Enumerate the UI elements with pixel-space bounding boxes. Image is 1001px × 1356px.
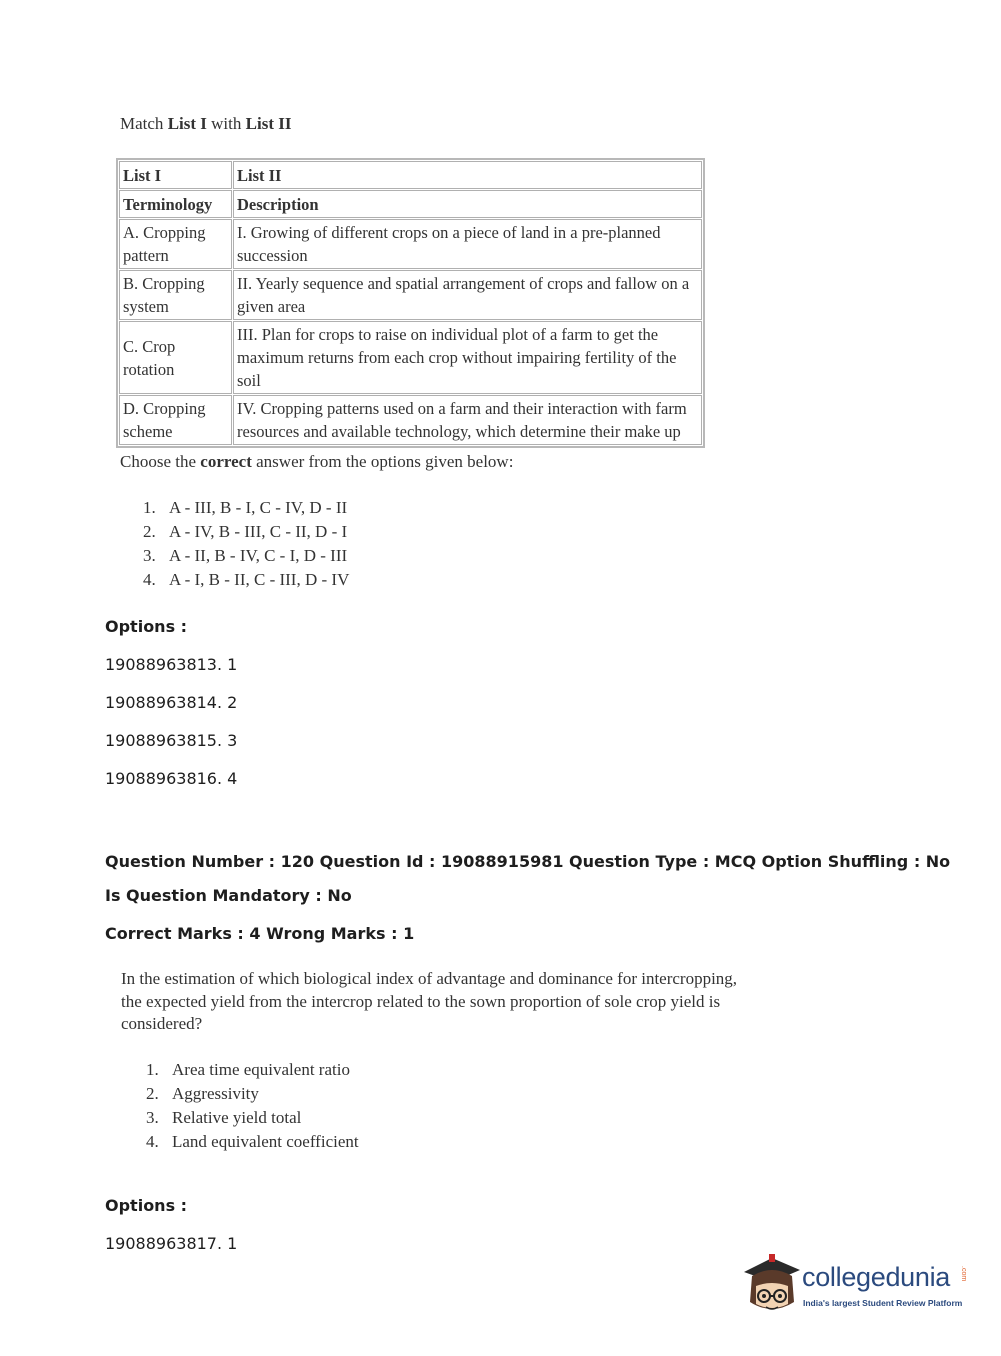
question-meta: Question Number : 120 Question Id : 19088915981 Question Type : MCQ Option Shuffling : No: [105, 852, 951, 871]
list-item: 2. A - IV, B - III, C - II, D - I: [143, 522, 348, 541]
option-item: 19088963814. 2: [105, 693, 238, 712]
table-cell: B. Cropping system: [119, 270, 232, 320]
table-header-cell: List II: [233, 161, 702, 189]
list-item: 2. Aggressivity: [146, 1084, 259, 1103]
table-subheader-row: [119, 190, 702, 218]
logo-wordmark: collegedunia: [802, 1262, 951, 1292]
list-item: 4. Land equivalent coefficient: [146, 1132, 359, 1151]
table-cell: II. Yearly sequence and spatial arrangement of crops and fallow on a given area: [233, 270, 702, 320]
list-item: 3. Relative yield total: [146, 1108, 302, 1127]
q1-intro: Match List I with List II: [120, 114, 292, 133]
list-item: 3. A - II, B - IV, C - I, D - III: [143, 546, 348, 565]
logo-com: .com: [960, 1266, 967, 1282]
match-table: [116, 158, 705, 448]
table-row: [119, 219, 702, 269]
collegedunia-logo: [742, 1250, 972, 1320]
options-heading: Options :: [105, 617, 188, 636]
list-item: 4. A - I, B - II, C - III, D - IV: [143, 570, 350, 589]
table-header-cell: List I: [119, 161, 232, 189]
table-cell: III. Plan for crops to raise on individual plot of a farm to get the maximum returns from each crop without impairing fertility of the soil: [233, 321, 702, 394]
table-row: [119, 321, 702, 394]
q1-choice-list: [143, 496, 349, 592]
table-row: [119, 395, 702, 445]
q2-question-text: In the estimation of which biological index of advantage and dominance for intercropping, the expected yield from the intercrop related to the sown proportion of sole crop yield is considered?: [121, 969, 738, 1033]
option-item: 19088963815. 3: [105, 731, 238, 750]
table-cell: D. Cropping scheme: [119, 395, 232, 445]
list-item: 1. Area time equivalent ratio: [146, 1060, 350, 1079]
options-heading: Options :: [105, 1196, 188, 1215]
option-item: 19088963813. 1: [105, 655, 238, 674]
table-cell: IV. Cropping patterns used on a farm and their interaction with farm resources and available technology, which determine their make up: [233, 395, 702, 445]
list-item: 1. A - III, B - I, C - IV, D - II: [143, 498, 348, 517]
table-cell: C. Crop rotation: [119, 321, 232, 394]
q2-choice-list: [146, 1058, 359, 1154]
table-header-cell: Description: [233, 190, 702, 218]
table-header-row: [119, 161, 702, 189]
question-marks: Correct Marks : 4 Wrong Marks : 1: [105, 924, 415, 943]
q1-instruction: Choose the correct answer from the options given below:: [120, 452, 514, 471]
table-cell: A. Cropping pattern: [119, 219, 232, 269]
table-row: [119, 270, 702, 320]
question-mandatory: Is Question Mandatory : No: [105, 886, 352, 905]
option-item: 19088963816. 4: [105, 769, 238, 788]
table-header-cell: Terminology: [119, 190, 232, 218]
table-cell: I. Growing of different crops on a piece of land in a pre-planned succession: [233, 219, 702, 269]
option-item: 19088963817. 1: [105, 1234, 238, 1253]
logo-tagline: India's largest Student Review Platform: [803, 1298, 963, 1308]
mascot-icon: [742, 1250, 804, 1320]
